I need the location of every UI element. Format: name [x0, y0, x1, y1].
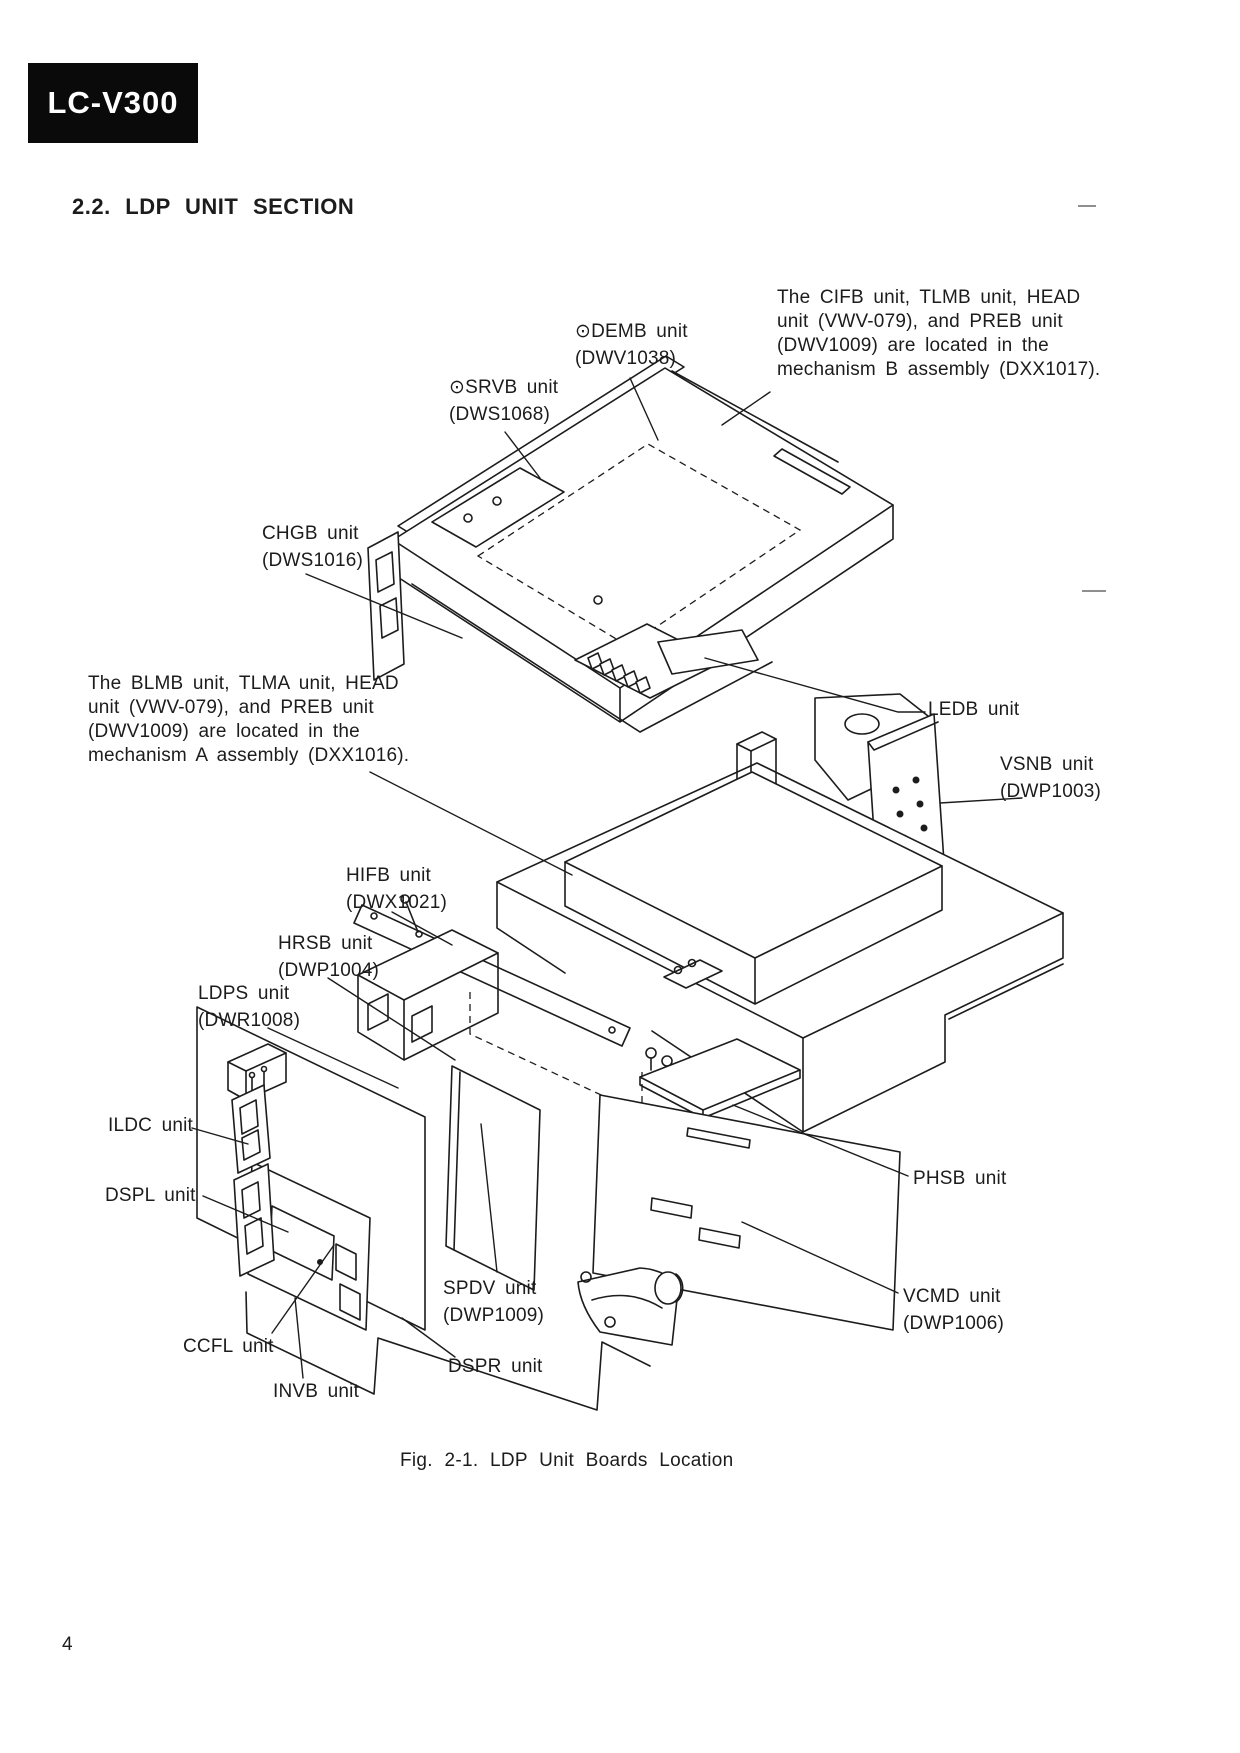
model-badge-label: LC-V300 — [47, 85, 179, 120]
callout-ldps-line: (DWR1008) — [198, 1010, 301, 1031]
callout-dspr — [448, 1353, 543, 1380]
callout-vsnb-line: (DWP1003) — [1000, 781, 1102, 802]
callout-srvb-line: (DWS1068) — [449, 404, 551, 425]
callout-ledb-line: LEDB unit — [928, 699, 1020, 720]
callout-chgb-line: CHGB unit — [262, 523, 359, 544]
callout-dspl-line: DSPL unit — [105, 1185, 196, 1206]
callout-hrsb — [278, 930, 379, 984]
note-mechanism-b-line: mechanism B assembly (DXX1017). — [777, 359, 1101, 380]
note-mechanism-a-line: (DWV1009) are located in the — [88, 721, 360, 742]
callout-vcmd-line: VCMD unit — [903, 1286, 1001, 1307]
callout-hrsb-line: (DWP1004) — [278, 960, 380, 981]
callout-vsnb — [1000, 751, 1101, 805]
callout-demb-line: (DWV1038) — [575, 348, 677, 369]
callout-vcmd-line: (DWP1006) — [903, 1313, 1005, 1334]
callout-ccfl — [183, 1333, 274, 1360]
note-mechanism-b-line: The CIFB unit, TLMB unit, HEAD — [777, 287, 1081, 308]
figure-caption: Fig. 2-1. LDP Unit Boards Location — [400, 1450, 734, 1471]
callout-spdv-line: SPDV unit — [443, 1278, 537, 1299]
callout-spdv-line: (DWP1009) — [443, 1305, 545, 1326]
note-mechanism-a — [88, 672, 409, 768]
callout-demb — [575, 318, 688, 372]
callout-chgb — [262, 520, 363, 574]
callout-ldps-line: LDPS unit — [198, 983, 290, 1004]
callout-chgb-line: (DWS1016) — [262, 550, 364, 571]
callout-vcmd — [903, 1283, 1004, 1337]
callout-srvb — [449, 374, 558, 428]
callout-ldps — [198, 980, 300, 1034]
callout-ildc — [108, 1112, 193, 1139]
note-mechanism-b-line: (DWV1009) are located in the — [777, 335, 1049, 356]
callout-invb-line: INVB unit — [273, 1381, 360, 1402]
note-mechanism-a-line: unit (VWV-079), and PREB unit — [88, 697, 374, 718]
callout-phsb-line: PHSB unit — [913, 1168, 1007, 1189]
callout-ccfl-line: CCFL unit — [183, 1336, 274, 1357]
callout-invb — [273, 1378, 359, 1405]
top-assembly-drawing — [368, 356, 893, 732]
callout-hrsb-line: HRSB unit — [278, 933, 373, 954]
callout-ledb — [928, 696, 1019, 723]
section-heading: 2.2. LDP UNIT SECTION — [72, 194, 355, 219]
note-mechanism-b-line: unit (VWV-079), and PREB unit — [777, 311, 1063, 332]
note-mechanism-b — [777, 286, 1100, 382]
callout-hifb — [346, 862, 447, 916]
callout-srvb-line: ⊙SRVB unit — [449, 377, 559, 398]
page-number: 4 — [62, 1634, 73, 1655]
note-mechanism-a-line: The BLMB unit, TLMA unit, HEAD — [88, 673, 399, 694]
scan-artifacts — [1078, 206, 1106, 591]
callout-ildc-line: ILDC unit — [108, 1115, 194, 1136]
callout-phsb — [913, 1165, 1006, 1192]
callout-hifb-line: (DWX1021) — [346, 892, 448, 913]
callout-demb-line: ⊙DEMB unit — [575, 321, 688, 342]
note-mechanism-a-line: mechanism A assembly (DXX1016). — [88, 745, 410, 766]
callout-dspl — [105, 1182, 196, 1209]
callout-spdv — [443, 1275, 544, 1329]
callout-vsnb-line: VSNB unit — [1000, 754, 1094, 775]
callout-dspr-line: DSPR unit — [448, 1356, 543, 1377]
callout-hifb-line: HIFB unit — [346, 865, 431, 886]
